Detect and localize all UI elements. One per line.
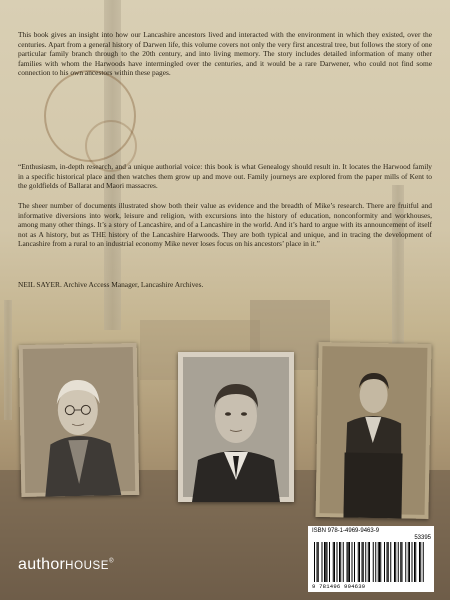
barcode-bar [423, 542, 424, 582]
barcode-bar [327, 542, 328, 582]
ean-digits: 9 781496 994639 [312, 583, 366, 590]
book-description: This book gives an insight into how our Lancashire ancestors lived and interacted with the environment in which they existed, over the centuries. Apart from a general history of Darwen life, this volume covers not only the very first ancestral tree, but follows the story of one particular family branch through to the 20th century, and into living memory. The story includes detailed information of many other families with whom the Harwoods have intermingled over the centuries, and it would be a rare Darwener, who could not find some connection to his own ancestors within these pages. [18, 30, 432, 77]
barcode-bar [409, 542, 410, 582]
barcode-bar [363, 542, 364, 582]
barcode-bar [388, 542, 389, 582]
barcode-bar [412, 542, 413, 582]
isbn-text: ISBN 978-1-4969-9463-9 [312, 528, 380, 534]
barcode-bar [387, 542, 388, 582]
barcode-bar [337, 542, 338, 582]
barcode-bar [380, 542, 381, 582]
barcode-bar [398, 542, 399, 582]
photo-young-man [178, 352, 294, 502]
barcode-bar [322, 542, 323, 582]
barcode-bar [390, 542, 391, 582]
barcode-bar [402, 542, 403, 582]
barcode-bar [314, 542, 315, 582]
barcode-bar [347, 542, 348, 582]
barcode-bar [414, 542, 415, 582]
barcode-bar [329, 542, 330, 582]
barcode-bar [378, 542, 379, 582]
barcode-bar [343, 542, 344, 582]
barcode-bar [339, 542, 340, 582]
review-quote: “Enthusiasm, in-depth research, and a unique authorial voice: this book is what Genealogy should result in. It locates the Harwood family in a specific historical place and then watches them grow up and move out. Family journeys are explored from the paper mills of Kent to the goldfields of Ballarat and Maori massacres. [18, 162, 432, 190]
barcode-bar [352, 542, 353, 582]
background-chimney [4, 300, 12, 420]
barcode-bar [365, 542, 366, 582]
barcode-bar [395, 542, 396, 582]
barcode-bar [324, 542, 325, 582]
isbn-barcode [308, 526, 434, 592]
barcode-bar [318, 542, 319, 582]
barcode-bar [408, 542, 409, 582]
barcode-bar [362, 542, 363, 582]
barcode-bar [317, 542, 318, 582]
price-code: 53395 [414, 535, 431, 541]
barcode-bar [333, 542, 334, 582]
barcode-bar [358, 542, 359, 582]
barcode-bar [348, 542, 349, 582]
barcode-bar [359, 542, 360, 582]
barcode-bar [400, 542, 401, 582]
photo-elderly-woman [19, 343, 140, 497]
barcode-bar [384, 542, 385, 582]
barcode-bar [420, 542, 421, 582]
barcode-bar [379, 542, 380, 582]
barcode-bar [325, 542, 326, 582]
photo-standing-man [315, 342, 431, 519]
barcode-bar [405, 542, 406, 582]
barcode-bar [373, 542, 374, 582]
barcode-bar [340, 542, 341, 582]
registered-mark: ® [109, 558, 114, 565]
publisher-name-suffix: HOUSE [65, 560, 110, 572]
publisher-name-prefix: author [18, 556, 66, 573]
barcode-bar [394, 542, 395, 582]
barcode-bar [349, 542, 350, 582]
barcode-bar [334, 542, 335, 582]
barcode-bar [415, 542, 416, 582]
review-quote-continued: The sheer number of documents illustrated show both their value as evidence and the breadth of Mike’s research. There are fruitful and informative diversions into work, leisure and religion, with excursions into the history of education, nonconformity and workhouses, among many other things. It’s a story of Lancashire, and of a Lancashire in the world. And it’s hard to argue with its announcement of itself not as A history, but as THE history of the Lancashire Harwoods. They are both typical and unique, and in tracing the development of Lancashire from a rural to an industrial economy Mike never loses focus on his ancestors’ place in it.” [18, 201, 432, 248]
barcode-bar [354, 542, 355, 582]
reviewer-attribution: NEIL SAYER. Archive Access Manager, Lancashire Archives. [18, 280, 204, 289]
barcode-bar [419, 542, 420, 582]
barcode-bar [369, 542, 370, 582]
publisher-logo [18, 556, 114, 574]
barcode-bar [368, 542, 369, 582]
barcode-bar [375, 542, 376, 582]
